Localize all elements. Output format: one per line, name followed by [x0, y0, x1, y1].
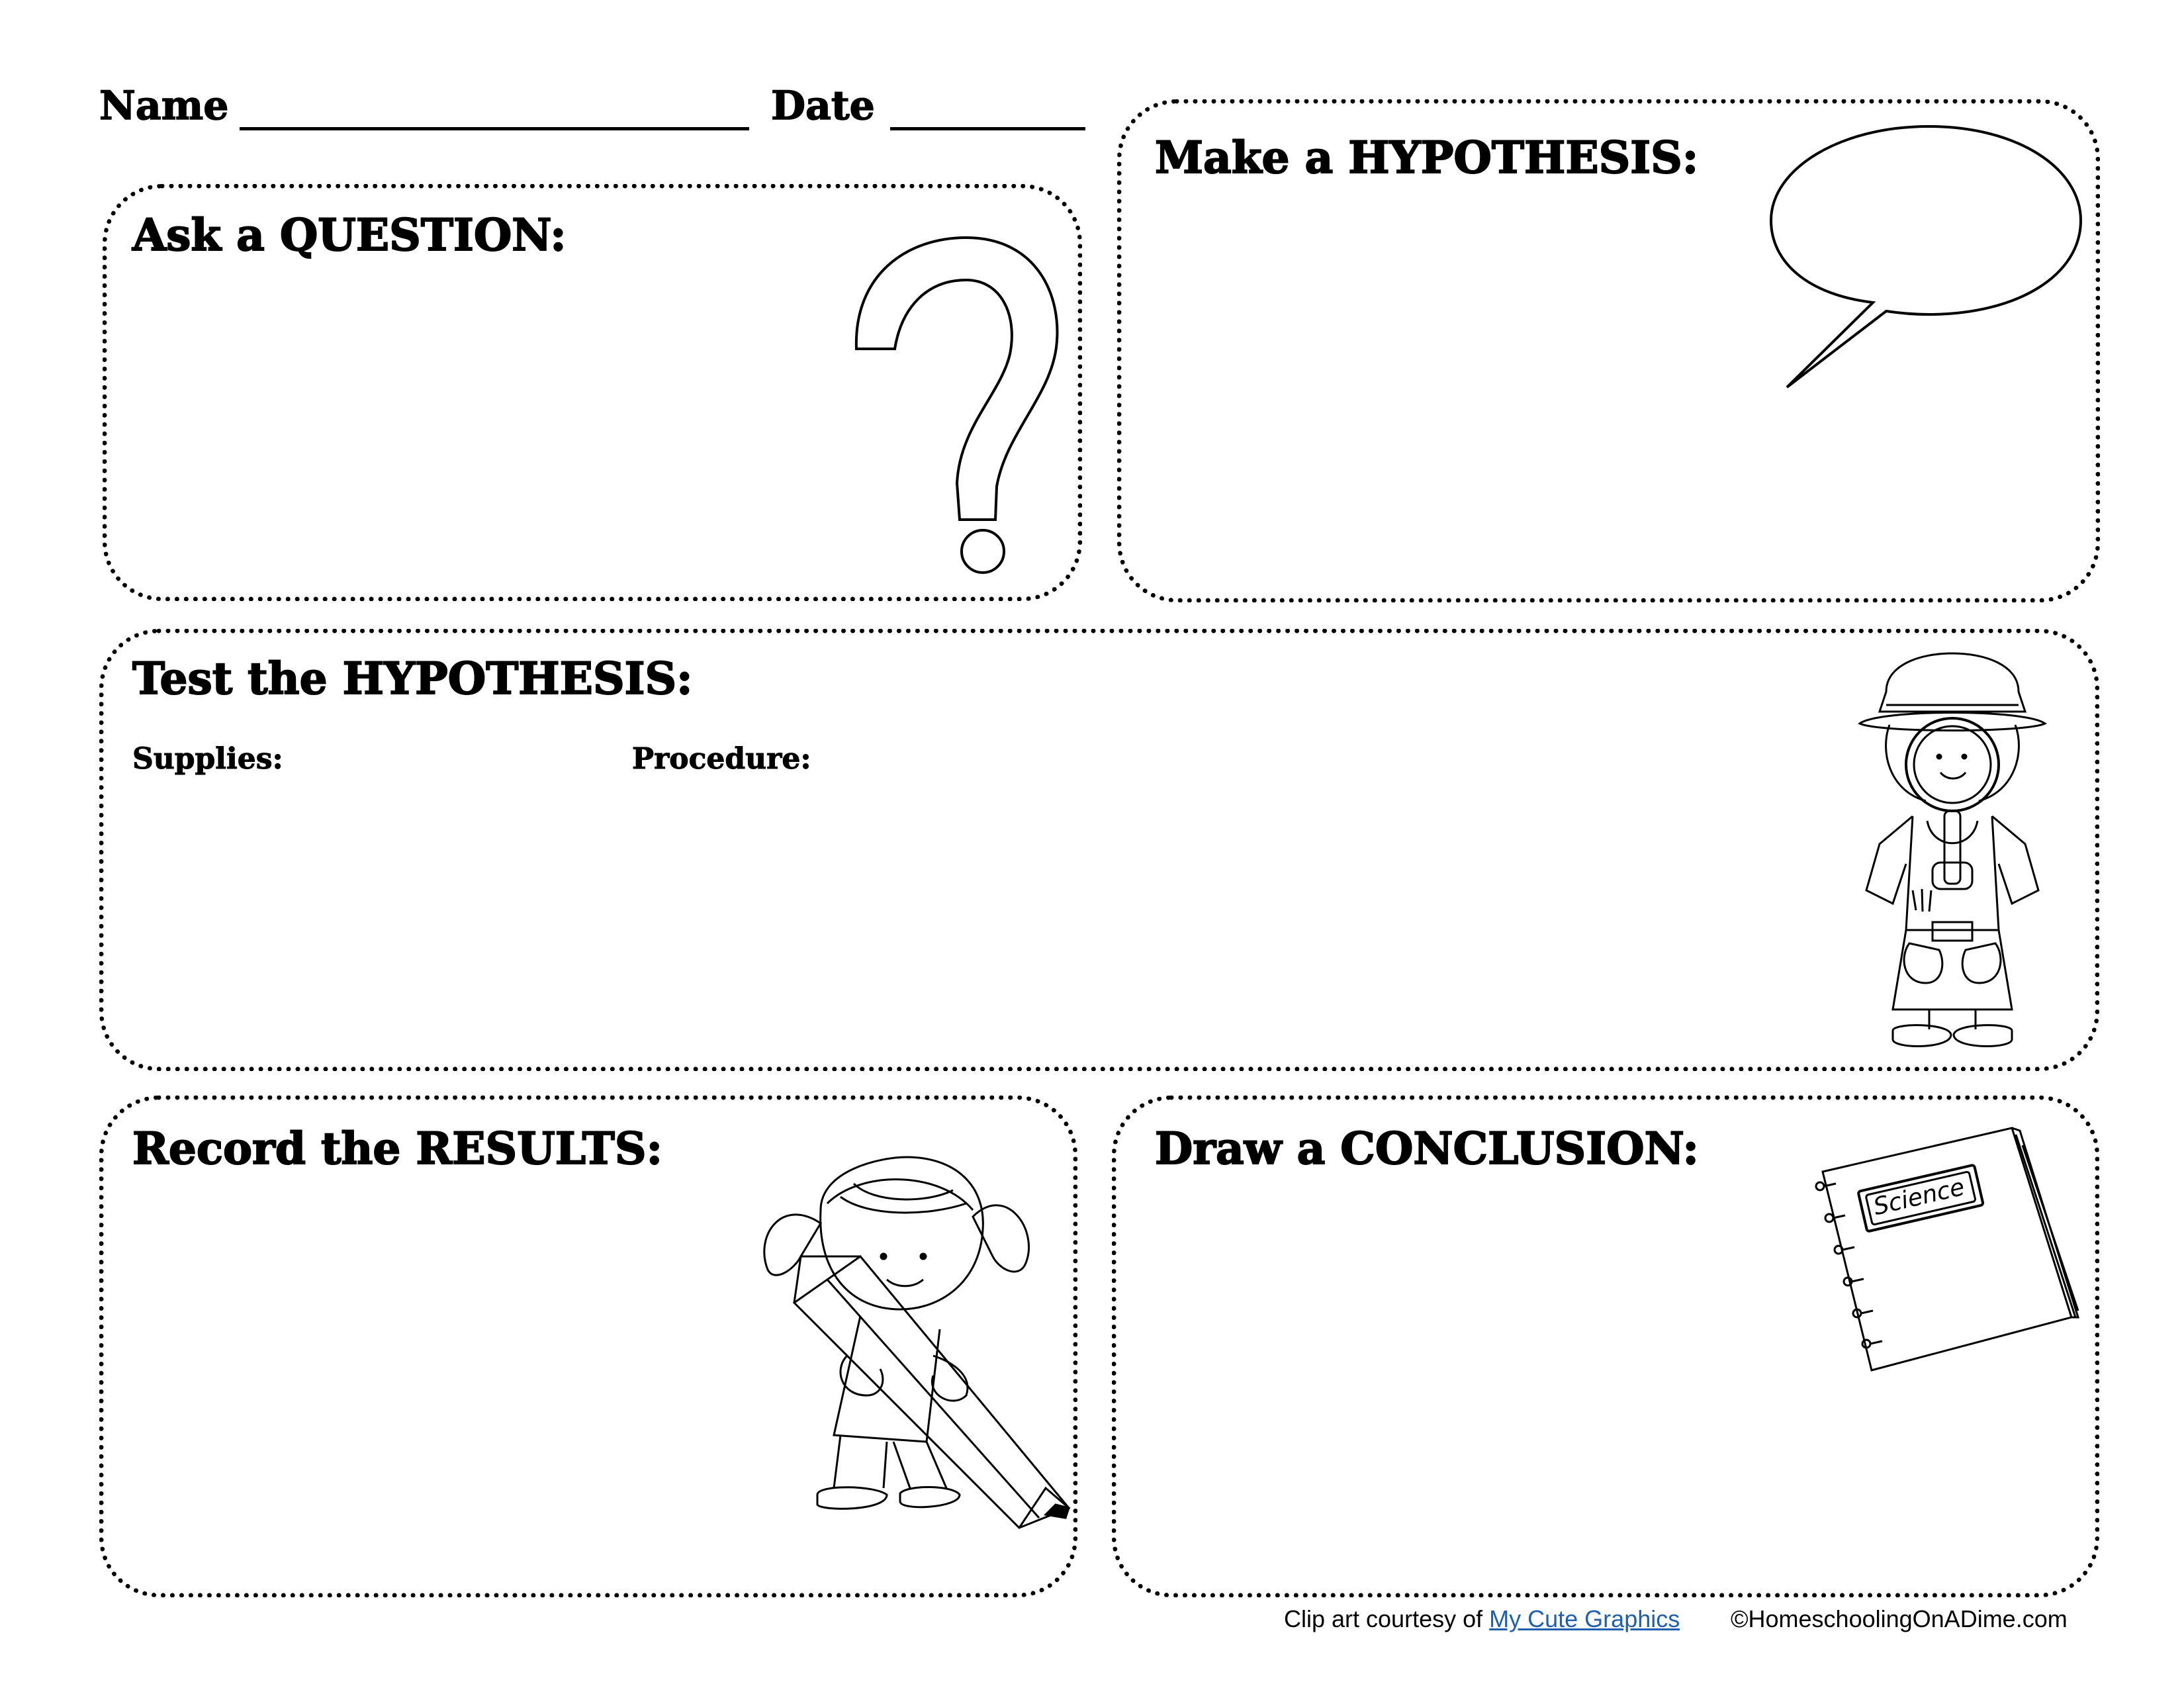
conclusion-title: Draw a CONCLUSION: — [1155, 1123, 1699, 1174]
question-title: Ask a QUESTION: — [132, 209, 567, 261]
name-field[interactable] — [240, 93, 749, 130]
name-label: Name — [99, 83, 229, 129]
date-field[interactable] — [890, 93, 1085, 130]
test-title: Test the HYPOTHESIS: — [132, 653, 693, 704]
date-label: Date — [771, 83, 875, 129]
footer-credit — [1284, 1607, 1680, 1631]
results-title: Record the RESULTS: — [132, 1123, 662, 1174]
detective-clipart — [1853, 652, 2052, 1056]
science-notebook-clipart — [1813, 1125, 2078, 1377]
procedure-label: Procedure: — [632, 742, 811, 776]
credit-link[interactable]: My Cute Graphics — [1489, 1605, 1680, 1632]
girl-with-pencil-clipart — [754, 1157, 1072, 1534]
hypothesis-title: Make a HYPOTHESIS: — [1155, 132, 1699, 183]
science-notebook-label: Science — [1871, 1173, 1968, 1221]
footer-copyright: ©HomeschoolingOnADime.com — [1731, 1605, 2068, 1632]
question-mark-icon — [847, 235, 1066, 579]
supplies-label: Supplies: — [132, 742, 283, 776]
speech-bubble-icon — [1767, 122, 2085, 394]
credit-prefix: Clip art courtesy of — [1284, 1605, 1483, 1632]
